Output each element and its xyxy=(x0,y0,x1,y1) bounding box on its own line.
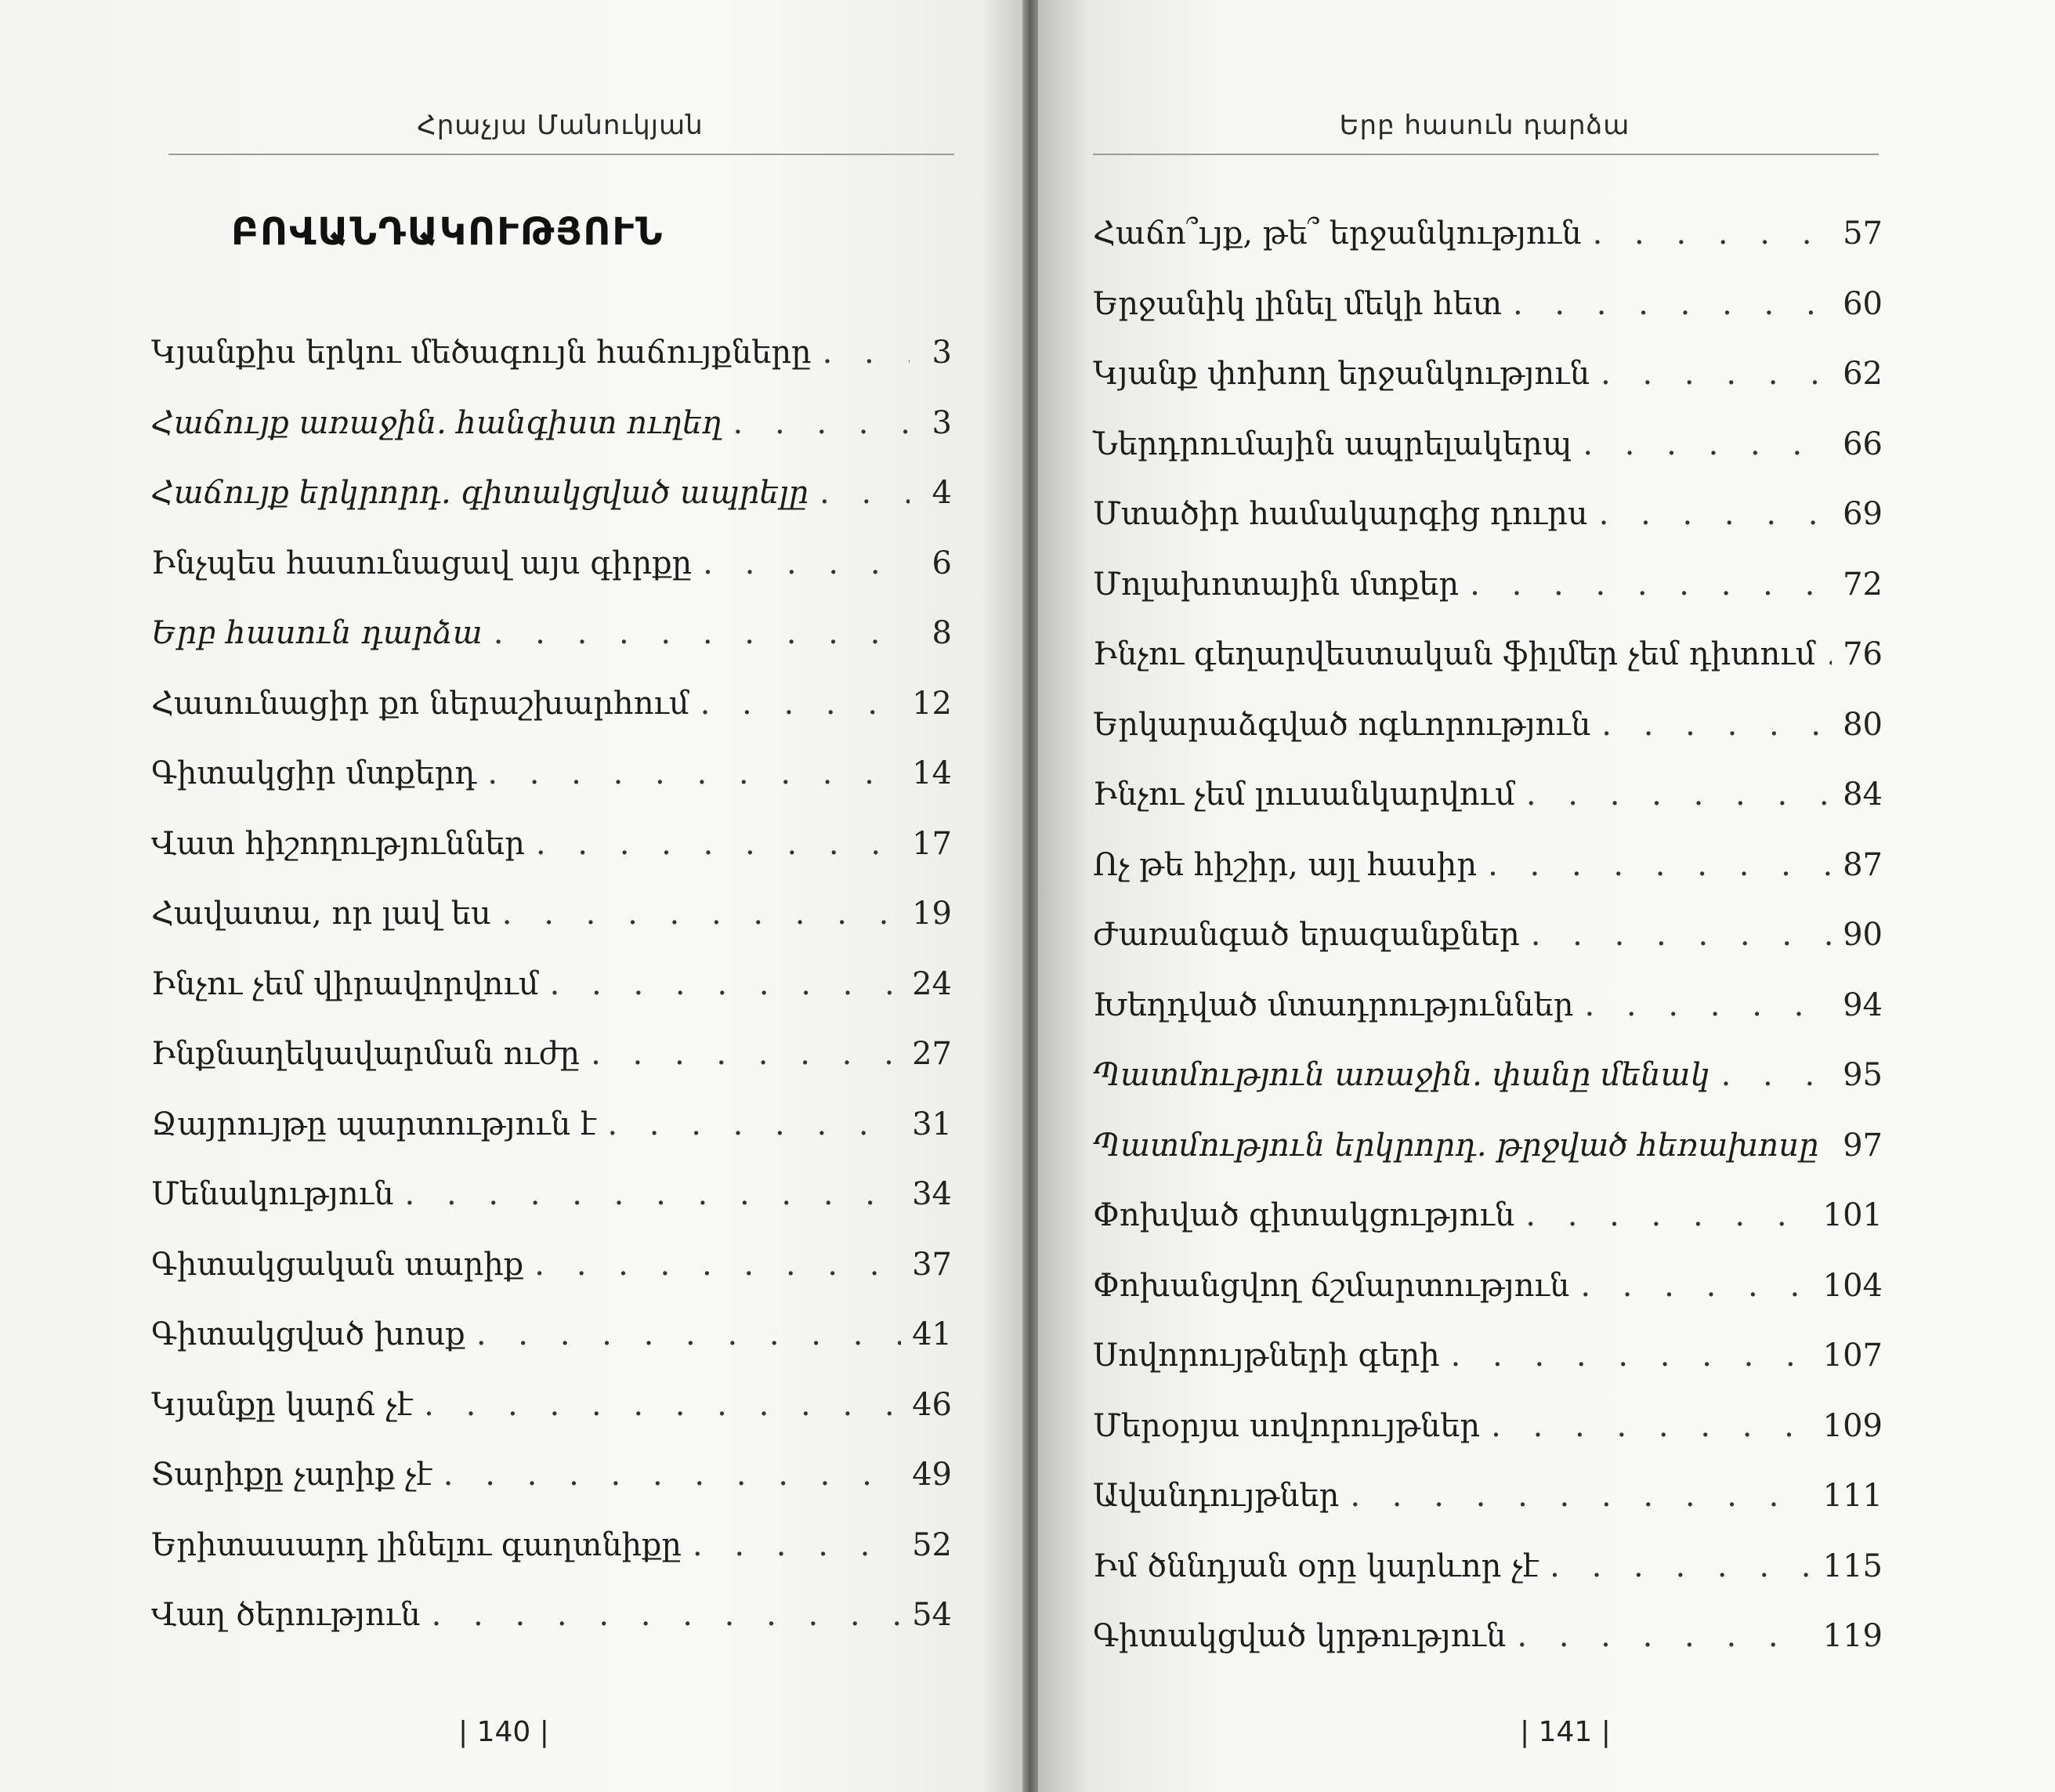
toc-entry-page: 54 xyxy=(912,1597,952,1633)
toc-entry-page: 72 xyxy=(1843,566,1883,603)
toc-entry xyxy=(1093,491,1883,561)
toc-entry-page: 80 xyxy=(1843,706,1883,743)
toc-entry-page: 84 xyxy=(1843,777,1883,813)
toc-entry xyxy=(1093,281,1883,351)
toc-entry-title: Վատ հիշողություններ xyxy=(151,825,525,862)
running-header: Երբ հասուն դարձա xyxy=(1339,110,1630,141)
dot-leader xyxy=(1517,1613,1811,1660)
toc-entry-title: Իմ ծննդյան օրը կարևոր չէ xyxy=(1093,1548,1539,1584)
toc-entry-page: 115 xyxy=(1822,1548,1883,1584)
toc-entry-title: Գիտակցված խոսք xyxy=(151,1316,465,1352)
toc-entry-title: Պատմություն առաջին. փանը մենակ xyxy=(1093,1057,1710,1093)
toc-entry xyxy=(1093,1613,1883,1683)
page-number: | 141 | xyxy=(1520,1716,1611,1748)
toc-entry-page: 62 xyxy=(1843,356,1883,392)
toc-entry-page: 24 xyxy=(912,965,952,1002)
toc-entry-page: 37 xyxy=(912,1246,952,1283)
dot-leader xyxy=(823,329,910,376)
toc-entry xyxy=(1093,1192,1883,1262)
dot-leader xyxy=(1350,1472,1811,1519)
toc-entry-title: Տարիքը չարիք չէ xyxy=(151,1457,432,1493)
toc-entry-title: Գիտակցված կրթություն xyxy=(1093,1618,1507,1654)
toc-entry-title: Ինչու չեմ լուսանկարվում xyxy=(1093,777,1515,813)
dot-leader xyxy=(1826,631,1832,678)
toc-entry xyxy=(151,890,952,961)
toc-entry-page: 14 xyxy=(912,755,952,791)
toc-entry-title: Գիտակցական տարիք xyxy=(151,1246,524,1283)
toc-entry-title: Հաճույք առաջին. հանգիստ ուղեղ xyxy=(151,404,722,441)
toc-entry-page: 104 xyxy=(1822,1267,1883,1304)
dot-leader xyxy=(476,1311,901,1358)
toc-entry xyxy=(1093,1122,1883,1193)
toc-entry xyxy=(151,469,952,540)
toc-entry xyxy=(151,400,952,470)
toc-entry xyxy=(1093,842,1883,912)
toc-entry-title: Խեղդված մտադրություններ xyxy=(1093,987,1574,1023)
toc-entry-page: 49 xyxy=(912,1457,952,1493)
left-page xyxy=(0,0,1022,1792)
toc-entry-page: 27 xyxy=(912,1036,952,1072)
dot-leader xyxy=(405,1171,902,1218)
dot-leader xyxy=(1601,701,1832,748)
toc-entry-page: 17 xyxy=(912,825,952,862)
toc-entry xyxy=(1093,1403,1883,1473)
toc-entry-title: Երբ հասուն դարձա xyxy=(151,615,483,651)
dot-leader xyxy=(1513,281,1832,328)
toc-entry xyxy=(1093,771,1883,842)
toc-entry-title: Վաղ ծերություն xyxy=(151,1597,421,1633)
toc-entry-page: 109 xyxy=(1822,1407,1883,1444)
dot-leader xyxy=(1583,421,1832,468)
toc-entry xyxy=(1093,1332,1883,1403)
toc-entry xyxy=(1093,1052,1883,1122)
dot-leader xyxy=(1550,1543,1811,1590)
toc-entry-page: 107 xyxy=(1822,1338,1883,1374)
dot-leader xyxy=(591,1030,901,1077)
toc-entry-page: 31 xyxy=(912,1106,952,1142)
toc-entry-page: 66 xyxy=(1843,425,1883,462)
toc-entry-page: 69 xyxy=(1843,496,1883,532)
toc-entry-title: Հաճույք երկրորդ. գիտակցված ապրելը xyxy=(151,475,809,511)
dot-leader xyxy=(1829,1122,1832,1169)
toc-entry-title: Ինքնաղեկավարման ուժը xyxy=(151,1036,581,1072)
toc-entry-title: Գիտակցիր մտքերդ xyxy=(151,755,477,791)
toc-entry xyxy=(151,540,952,610)
toc-entry-title: Հաճո՞ւյք, թե՞ երջանկություն xyxy=(1093,215,1582,252)
toc-entry xyxy=(151,1101,952,1171)
toc-entry xyxy=(1093,1543,1883,1613)
toc-entry-title: Կյանքը կարճ չէ xyxy=(151,1386,414,1423)
toc-entry xyxy=(1093,982,1883,1052)
dot-leader xyxy=(1593,210,1832,257)
toc-entry xyxy=(1093,701,1883,772)
dot-leader xyxy=(1491,1403,1811,1450)
toc-entry-title: Երջանիկ լինել մեկի հետ xyxy=(1093,285,1502,322)
toc-entry-page: 95 xyxy=(1843,1057,1883,1093)
toc-entry-title: Հավատա, որ լավ ես xyxy=(151,896,491,932)
toc-entry-title: Կյանք փոխող երջանկություն xyxy=(1093,356,1590,392)
toc-entry-title: Մենակություն xyxy=(151,1176,394,1212)
toc-entry-page: 87 xyxy=(1843,846,1883,883)
toc-entry xyxy=(151,1591,952,1662)
toc-entry-page: 76 xyxy=(1843,636,1883,672)
dot-leader xyxy=(1470,561,1832,608)
toc-entry xyxy=(151,820,952,891)
toc-entry-page: 19 xyxy=(912,896,952,932)
toc-entry-page: 12 xyxy=(912,685,952,722)
toc-entry-page: 34 xyxy=(912,1176,952,1212)
toc-entry-title: Երկարաձգված ոգևորություն xyxy=(1093,706,1591,743)
dot-leader xyxy=(494,610,910,657)
toc-entry xyxy=(1093,421,1883,491)
toc-entry-title: Կյանքիս երկու մեծագույն հաճույքները xyxy=(151,335,812,371)
toc-entry-page: 57 xyxy=(1843,215,1883,252)
toc-entry-title: Ժառանգած երազանքներ xyxy=(1093,917,1520,953)
toc-entry-page: 119 xyxy=(1822,1618,1883,1654)
toc-list-left xyxy=(151,329,952,1662)
dot-leader xyxy=(550,961,901,1008)
toc-entry xyxy=(151,1381,952,1452)
toc-entry-title: Փոխանցվող ճշմարտություն xyxy=(1093,1267,1570,1304)
toc-entry-page: 101 xyxy=(1822,1197,1883,1233)
toc-entry-page: 94 xyxy=(1843,987,1883,1023)
dot-leader xyxy=(502,890,901,937)
dot-leader xyxy=(1601,350,1832,397)
dot-leader xyxy=(700,680,901,727)
dot-leader xyxy=(1525,1192,1811,1239)
toc-entry-title: Մերօրյա սովորույթներ xyxy=(1093,1407,1481,1444)
toc-entry-title: Ներդրումային ապրելակերպ xyxy=(1093,425,1572,462)
toc-entry-title: Հասունացիր քո ներաշխարհում xyxy=(151,685,689,722)
toc-entry-title: Պատմություն երկրորդ. թրջված հեռախոսը xyxy=(1093,1127,1819,1164)
header-rule xyxy=(1093,154,1879,155)
toc-entry-title: Ինչպես հասունացավ այս գիրքը xyxy=(151,545,693,581)
page-number: | 140 | xyxy=(458,1716,549,1748)
toc-entry xyxy=(1093,350,1883,421)
dot-leader xyxy=(1721,1052,1832,1099)
dot-leader xyxy=(819,469,910,516)
dot-leader xyxy=(1451,1332,1812,1379)
dot-leader xyxy=(607,1101,901,1148)
dot-leader xyxy=(1584,982,1832,1029)
right-page xyxy=(1038,0,2055,1792)
dot-leader xyxy=(1526,771,1832,818)
dot-leader xyxy=(534,1241,901,1288)
running-header: Հրաչյա Մանուկյան xyxy=(417,110,704,141)
book-gutter xyxy=(1022,0,1038,1792)
toc-entry-title: Ավանդույթներ xyxy=(1093,1478,1340,1514)
toc-entry xyxy=(151,1171,952,1241)
toc-entry-title: Երիտասարդ լինելու գաղտնիքը xyxy=(151,1526,682,1563)
toc-entry xyxy=(151,961,952,1031)
toc-entry-title: Սովորույթների գերի xyxy=(1093,1338,1440,1374)
toc-entry-title: Ջայրույթը պարտություն է xyxy=(151,1106,597,1142)
toc-entry xyxy=(151,1030,952,1101)
toc-entry-page: 41 xyxy=(912,1316,952,1352)
toc-entry-page: 46 xyxy=(912,1386,952,1423)
dot-leader xyxy=(733,400,910,447)
dot-leader xyxy=(703,540,910,587)
toc-entry-page: 97 xyxy=(1843,1127,1883,1164)
toc-entry xyxy=(1093,631,1883,701)
toc-entry xyxy=(151,1522,952,1592)
dot-leader xyxy=(1599,491,1832,538)
toc-entry xyxy=(151,1311,952,1381)
toc-entry-page: 3 xyxy=(932,335,952,371)
toc-entry-page: 60 xyxy=(1843,285,1883,322)
toc-heading: ԲՈՎԱՆԴԱԿՈՒԹՅՈՒՆ xyxy=(231,210,664,254)
toc-entry-page: 90 xyxy=(1843,917,1883,953)
toc-entry-page: 8 xyxy=(932,615,952,651)
toc-entry-title: Մոլախոտային մտքեր xyxy=(1093,566,1460,603)
toc-entry xyxy=(1093,210,1883,281)
toc-entry xyxy=(151,680,952,751)
toc-entry xyxy=(1093,561,1883,632)
toc-entry-title: Մտածիր համակարգից դուրս xyxy=(1093,496,1588,532)
toc-entry xyxy=(151,1451,952,1522)
toc-entry-title: Ինչու գեղարվեստական ֆիլմեր չեմ դիտում xyxy=(1093,636,1816,672)
dot-leader xyxy=(693,1522,901,1569)
toc-entry-page: 111 xyxy=(1822,1478,1883,1514)
toc-entry-page: 6 xyxy=(932,545,952,581)
toc-entry xyxy=(151,1241,952,1312)
toc-entry-page: 52 xyxy=(912,1526,952,1563)
dot-leader xyxy=(1580,1262,1811,1309)
dot-leader xyxy=(443,1451,901,1498)
toc-entry xyxy=(151,329,952,400)
toc-entry xyxy=(151,750,952,820)
toc-entry xyxy=(1093,1472,1883,1543)
toc-entry xyxy=(1093,911,1883,982)
dot-leader xyxy=(536,820,901,867)
dot-leader xyxy=(432,1591,901,1638)
toc-entry xyxy=(1093,1262,1883,1333)
toc-entry xyxy=(151,610,952,680)
dot-leader xyxy=(1488,842,1832,889)
toc-list-right xyxy=(1093,210,1883,1683)
toc-entry-page: 4 xyxy=(932,475,952,511)
toc-entry-title: Ինչու չեմ վիրավորվում xyxy=(151,965,539,1002)
header-rule xyxy=(168,154,954,155)
toc-entry-page: 3 xyxy=(932,404,952,441)
dot-leader xyxy=(1531,911,1832,958)
dot-leader xyxy=(424,1381,901,1428)
toc-entry-title: Ոչ թե հիշիր, այլ հասիր xyxy=(1093,846,1478,883)
toc-entry-title: Փոխված գիտակցություն xyxy=(1093,1197,1515,1233)
dot-leader xyxy=(487,750,901,797)
